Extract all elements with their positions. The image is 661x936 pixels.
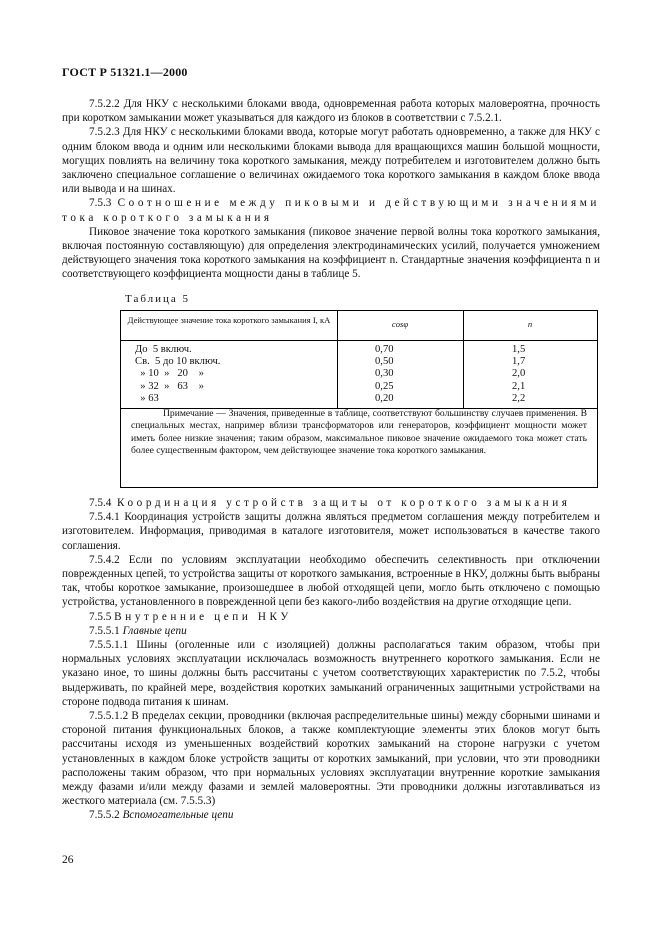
heading-7-5-5-1-title: Главные цепи bbox=[122, 624, 187, 637]
paragraph-7-5-2-2: 7.5.2.2 Для НКУ с несколькими блоками ввода, одновременная работа которых маловероятна, прочность при коротком замыкании может указываться для каждого из блоков в соответствии с 7.5.2.1. bbox=[62, 98, 600, 125]
heading-7-5-5-2-number: 7.5.5.2 bbox=[89, 809, 120, 822]
table-cell: 0,50 bbox=[375, 356, 394, 368]
heading-7-5-5 bbox=[62, 610, 600, 624]
table-col-n bbox=[512, 344, 525, 405]
table-cell: До 5 включ. bbox=[135, 344, 192, 355]
table-col-divider bbox=[463, 340, 464, 408]
table-5 bbox=[120, 310, 598, 488]
paragraph-7-5-3: Пиковое значение тока короткого замыкания (пиковое значение первой волны тока короткого замыкания, включая постоянную составляющую) для определения электродинамических усилий, получается умножением действующего значения тока короткого замыкания на коэффициент n. Стандартные значения коэффициента n и соответствующего коэффициента мощности даны в таблице 5. bbox=[62, 225, 600, 281]
table-cell: Св. 5 до 10 включ. bbox=[135, 356, 221, 368]
heading-7-5-5-title: Внутренние цепи НКУ bbox=[114, 610, 292, 623]
heading-7-5-5-2-title: Вспомогательные цепи bbox=[122, 809, 234, 822]
heading-7-5-3 bbox=[62, 196, 600, 224]
table-col-divider bbox=[337, 340, 338, 408]
heading-7-5-5-1 bbox=[62, 624, 600, 638]
heading-7-5-3-number: 7.5.3 bbox=[89, 197, 112, 210]
table-header-cosphi: cosφ bbox=[391, 319, 409, 329]
table-cell: 0,20 bbox=[375, 392, 394, 404]
heading-7-5-4 bbox=[62, 496, 600, 510]
table-col-current bbox=[135, 344, 220, 405]
section-7-5-2-and-7-5-3 bbox=[62, 97, 600, 282]
paragraph-7-5-2-3: 7.5.2.3 Для НКУ с несколькими блоками ввода, которые могут работать одновременно, а также для НКУ с одним блоком ввода и одним или несколькими блоками вывода для вращающихся машин большой мощности, могущих повлиять на величину тока короткого замыкания, между потребителем и изготовителем должно быть заключено специальное соглашение о величинах ожидаемого тока короткого замыкания в каждом блоке ввода или вывода и на шинах. bbox=[62, 126, 600, 196]
table-cell: » 32 » 63 » bbox=[135, 380, 204, 392]
table-caption: Таблица 5 bbox=[125, 293, 191, 305]
table-col-cosphi bbox=[375, 344, 394, 405]
table-cell: 2,0 bbox=[512, 368, 526, 380]
table-cell: 0,70 bbox=[375, 344, 394, 355]
table-cell: » 10 » 20 » bbox=[135, 368, 204, 380]
table-cell: 2,2 bbox=[512, 392, 526, 404]
paragraph-7-5-4-1: 7.5.4.1 Координация устройств защиты должна являться предметом соглашения между потребителем и изготовителем. Информация, приводимая в каталоге изготовителя, может использоваться в качестве такого соглашения. bbox=[62, 511, 600, 552]
table-cell: 1,7 bbox=[512, 356, 526, 368]
table-note bbox=[131, 408, 587, 458]
heading-7-5-5-number: 7.5.5 bbox=[89, 610, 112, 623]
document-id: ГОСТ Р 51321.1—2000 bbox=[62, 65, 188, 79]
table-cell: 2,1 bbox=[512, 380, 526, 392]
table-header-n: n bbox=[527, 319, 533, 329]
page-number: 26 bbox=[62, 854, 74, 866]
paragraph-7-5-5-1-2: 7.5.5.1.2 В пределах секции, проводники (включая распределительные шины) между сборными шинами и стороной питания функциональных блоков, а также комплектующие элементы этих блоков могут быть рассчитаны исходя из уменьшенных воздействий коротких замыканий на стороне нагрузки с учетом установленных в каждом блоке устройств защиты от коротких замыканий, при условии, что эти проводники расположены таким образом, что при нормальных условиях эксплуатации внутренние короткие замыкания между фазами и/или между фазами и землей маловероятны. Эти проводники должны изготавливаться из жесткого материала (см. 7.5.5.3) bbox=[62, 710, 600, 808]
table-note-text: Примечание — Значения, приведенные в таблице, соответствуют большинству случаев применения. В специальных местах, например вблизи трансформаторов или генераторов, коэффициент мощности может иметь более низкие значения; таким образом, максимальное пиковое значение ожидаемого тока может стать более существенным фактором, чем действующее значение тока короткого замыкания. bbox=[131, 408, 587, 457]
heading-7-5-5-2 bbox=[62, 808, 600, 822]
table-cell: » 63 bbox=[135, 392, 159, 404]
heading-7-5-5-1-number: 7.5.5.1 bbox=[89, 624, 120, 637]
table-header-divider bbox=[121, 340, 597, 341]
heading-7-5-4-title: Координация устройств защиты от короткого замыкания bbox=[116, 497, 571, 509]
paragraph-7-5-5-1-1: 7.5.5.1.1 Шины (оголенные или с изоляцией) должны располагаться таким образом, чтобы при нормальных условиях эксплуатации исключалась возможность внутреннего короткого замыкания. Если не указано иное, то шины должны быть рассчитаны с учетом соответствующих характеристик по 7.5.2, чтобы выдерживать, по крайней мере, воздействия коротких замыканий ограниченных защитными устройствами на стороне подвода питания к шинам. bbox=[62, 639, 600, 708]
paragraph-7-5-4-2: 7.5.4.2 Если по условиям эксплуатации необходимо обеспечить селективность при отключении поврежденных цепей, то устройства защиты от короткого замыкания, встроенные в НКУ, должны быть выбраны так, чтобы короткое замыкание, произошедшее в любой отходящей цепи, могло быть отключено с помощью устройства, установленного в поврежденной цепи без какого-либо воздействия на другие отходящие цепи. bbox=[62, 553, 600, 609]
heading-7-5-3-title: Соотношение между пиковыми и действующими значениями тока короткого замыкания bbox=[62, 197, 600, 224]
heading-7-5-4-number: 7.5.4 bbox=[89, 497, 112, 509]
table-cell: 1,5 bbox=[512, 344, 526, 355]
table-cell: 0,30 bbox=[375, 368, 394, 380]
table-cell: 0,25 bbox=[375, 380, 394, 392]
section-7-5-4-and-7-5-5 bbox=[62, 496, 600, 823]
table-header-current: Действующее значение тока короткого замыкания I, кА bbox=[127, 315, 331, 325]
